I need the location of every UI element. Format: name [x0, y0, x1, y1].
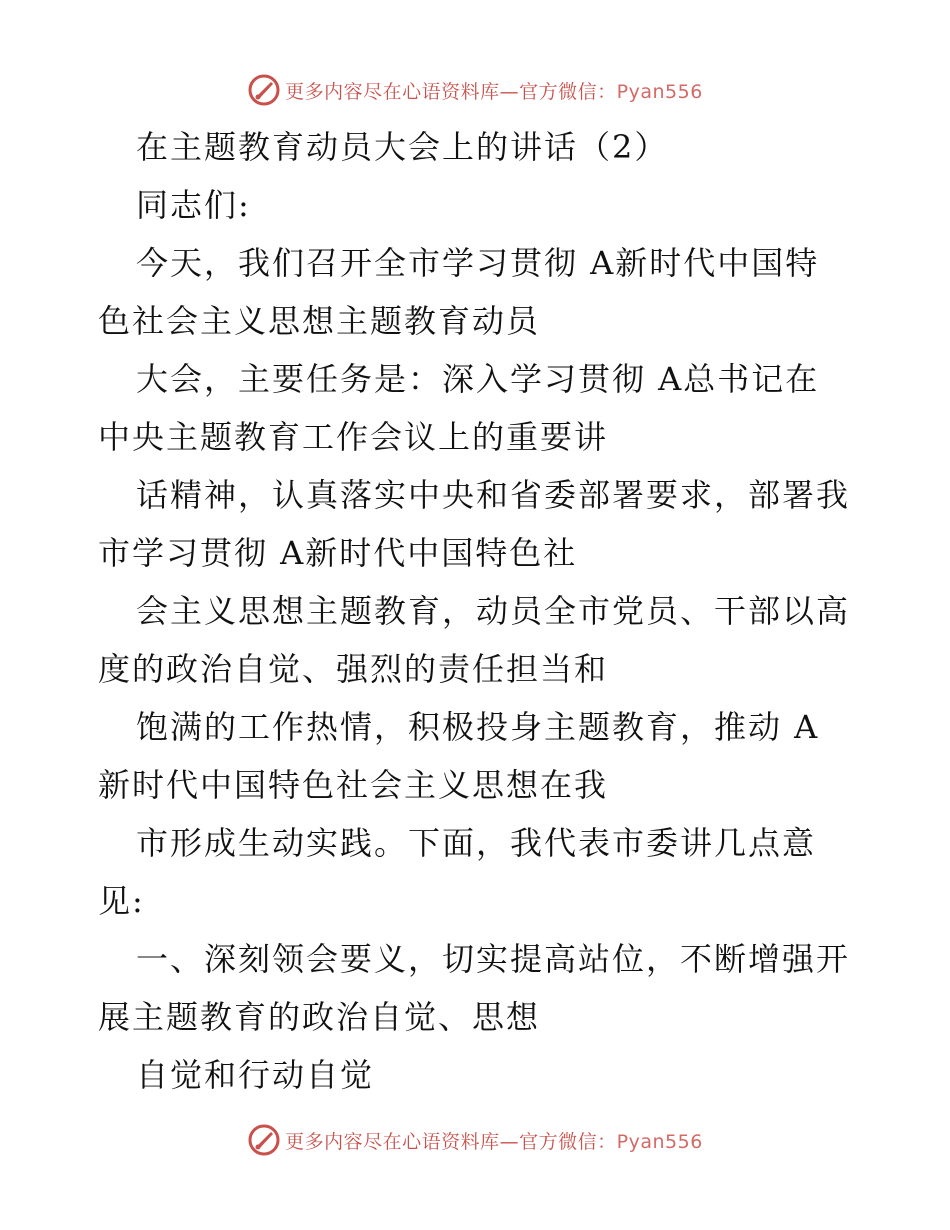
- watermark-text: 更多内容尽在心语资料库—官方微信：Pyan556: [285, 80, 703, 103]
- paragraph-line: 饱满的工作热情，积极投身主题教育，推动 A: [136, 708, 820, 746]
- section-heading-line: 自觉和行动自觉: [136, 1056, 375, 1094]
- paragraph-line: 色社会主义思想主题教育动员: [98, 302, 541, 340]
- salutation: 同志们:: [136, 186, 251, 224]
- paragraph-line: 大会，主要任务是：深入学习贯彻 A总书记在: [136, 360, 820, 398]
- paragraph-line: 新时代中国特色社会主义思想在我: [98, 766, 609, 804]
- paragraph-line: 中央主题教育工作会议上的重要讲: [98, 418, 609, 456]
- paragraph-line: 会主义思想主题教育，动员全市党员、干部以高: [136, 592, 851, 630]
- section-heading-line: 展主题教育的政治自觉、思想: [98, 998, 541, 1036]
- paragraph-line: 今天，我们召开全市学习贯彻 A新时代中国特: [136, 244, 820, 282]
- paragraph-line: 话精神，认真落实中央和省委部署要求，部署我: [136, 476, 851, 514]
- document-title: 在主题教育动员大会上的讲话（2）: [136, 128, 669, 166]
- paragraph-line: 见:: [98, 882, 145, 920]
- quill-seal-icon: [247, 73, 281, 107]
- paragraph-line: 度的政治自觉、强烈的责任担当和: [98, 650, 609, 688]
- document-body: [98, 118, 868, 1104]
- watermark-banner-bottom: [0, 1120, 950, 1160]
- paragraph-line: 市形成生动实践。下面，我代表市委讲几点意: [136, 824, 817, 862]
- section-heading-line: 一、深刻领会要义，切实提高站位，不断增强开: [136, 940, 851, 978]
- paragraph-line: 市学习贯彻 A新时代中国特色社: [98, 534, 578, 572]
- watermark-banner-top: [0, 70, 950, 110]
- watermark-text: 更多内容尽在心语资料库—官方微信：Pyan556: [285, 1130, 703, 1153]
- quill-seal-icon: [247, 1123, 281, 1157]
